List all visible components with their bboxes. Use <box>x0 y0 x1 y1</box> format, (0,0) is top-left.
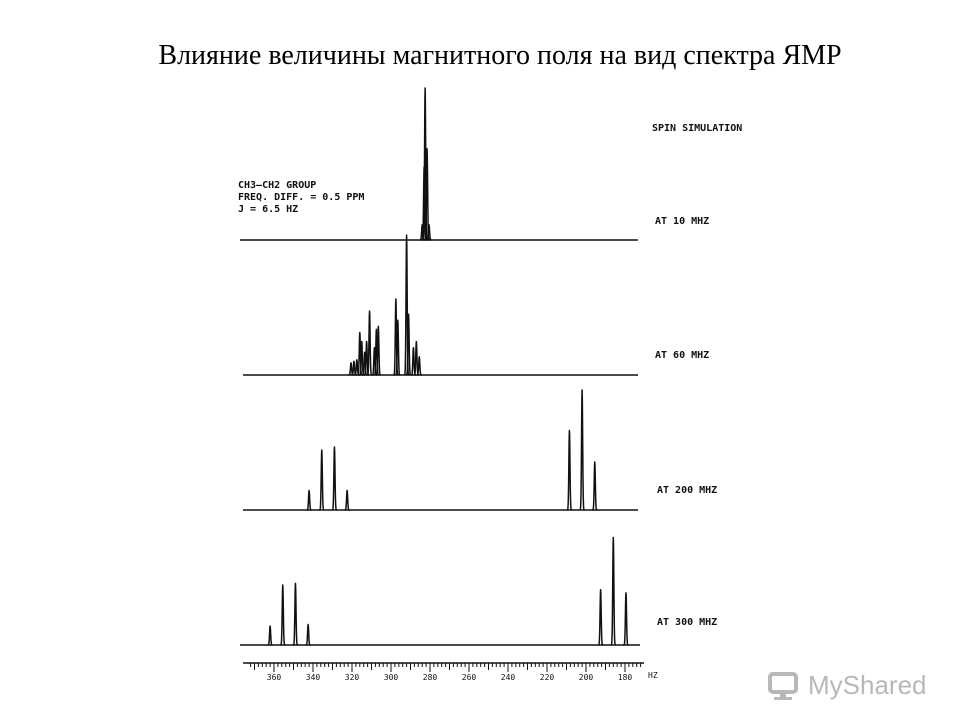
spectrum-peak <box>592 462 597 510</box>
series-label: AT 200 MHZ <box>657 485 718 496</box>
spectrum-trace-1 <box>240 88 709 240</box>
x-tick-label: 340 <box>305 673 321 682</box>
x-tick-label: 320 <box>344 673 360 682</box>
x-tick-label: 220 <box>539 673 555 682</box>
watermark-text: MyShared <box>808 670 927 700</box>
spectrum-peak <box>623 593 628 645</box>
spectrum-peak <box>332 447 337 510</box>
spectrum-peak <box>345 491 350 511</box>
myshared-watermark <box>764 666 934 706</box>
spectrum-peak <box>268 626 273 645</box>
x-tick-label: 200 <box>578 673 594 682</box>
annotation-line-3: J = 6.5 HZ <box>238 204 299 215</box>
annotation-line-2: FREQ. DIFF. = 0.5 PPM <box>238 192 365 203</box>
series-label: AT 60 MHZ <box>655 350 710 361</box>
spectrum-trace-2 <box>243 235 709 375</box>
spectrum-peak <box>598 590 603 645</box>
spectrum-peak <box>367 311 372 375</box>
spectrum-peak <box>306 624 311 645</box>
monitor-logo-icon <box>764 666 804 706</box>
annotation-line-1: CH3–CH2 GROUP <box>238 180 317 191</box>
x-tick-label: 260 <box>461 673 477 682</box>
spectrum-peak <box>567 431 572 511</box>
series-label: AT 300 MHZ <box>657 617 718 628</box>
x-tick-label: 300 <box>383 673 399 682</box>
spectrum-peak <box>319 450 324 510</box>
x-tick-label: 360 <box>266 673 282 682</box>
spectrum-peak <box>293 583 298 645</box>
chart-title: SPIN SIMULATION <box>652 123 743 134</box>
series-label: AT 10 MHZ <box>655 216 710 227</box>
spectrum-peak <box>611 538 616 645</box>
spectrum-peak <box>580 390 585 510</box>
spectrum-peak <box>307 491 312 511</box>
x-axis-unit-label: HZ <box>648 671 658 680</box>
slide-title: Влияние величины магнитного поля на вид спектра ЯМР <box>158 40 842 71</box>
x-tick-label: 180 <box>617 673 633 682</box>
x-tick-label: 240 <box>500 673 516 682</box>
spectrum-peak <box>280 585 285 645</box>
spectrum-trace-3 <box>243 390 717 510</box>
spectrum-trace-4 <box>240 538 717 645</box>
x-tick-label: 280 <box>422 673 438 682</box>
